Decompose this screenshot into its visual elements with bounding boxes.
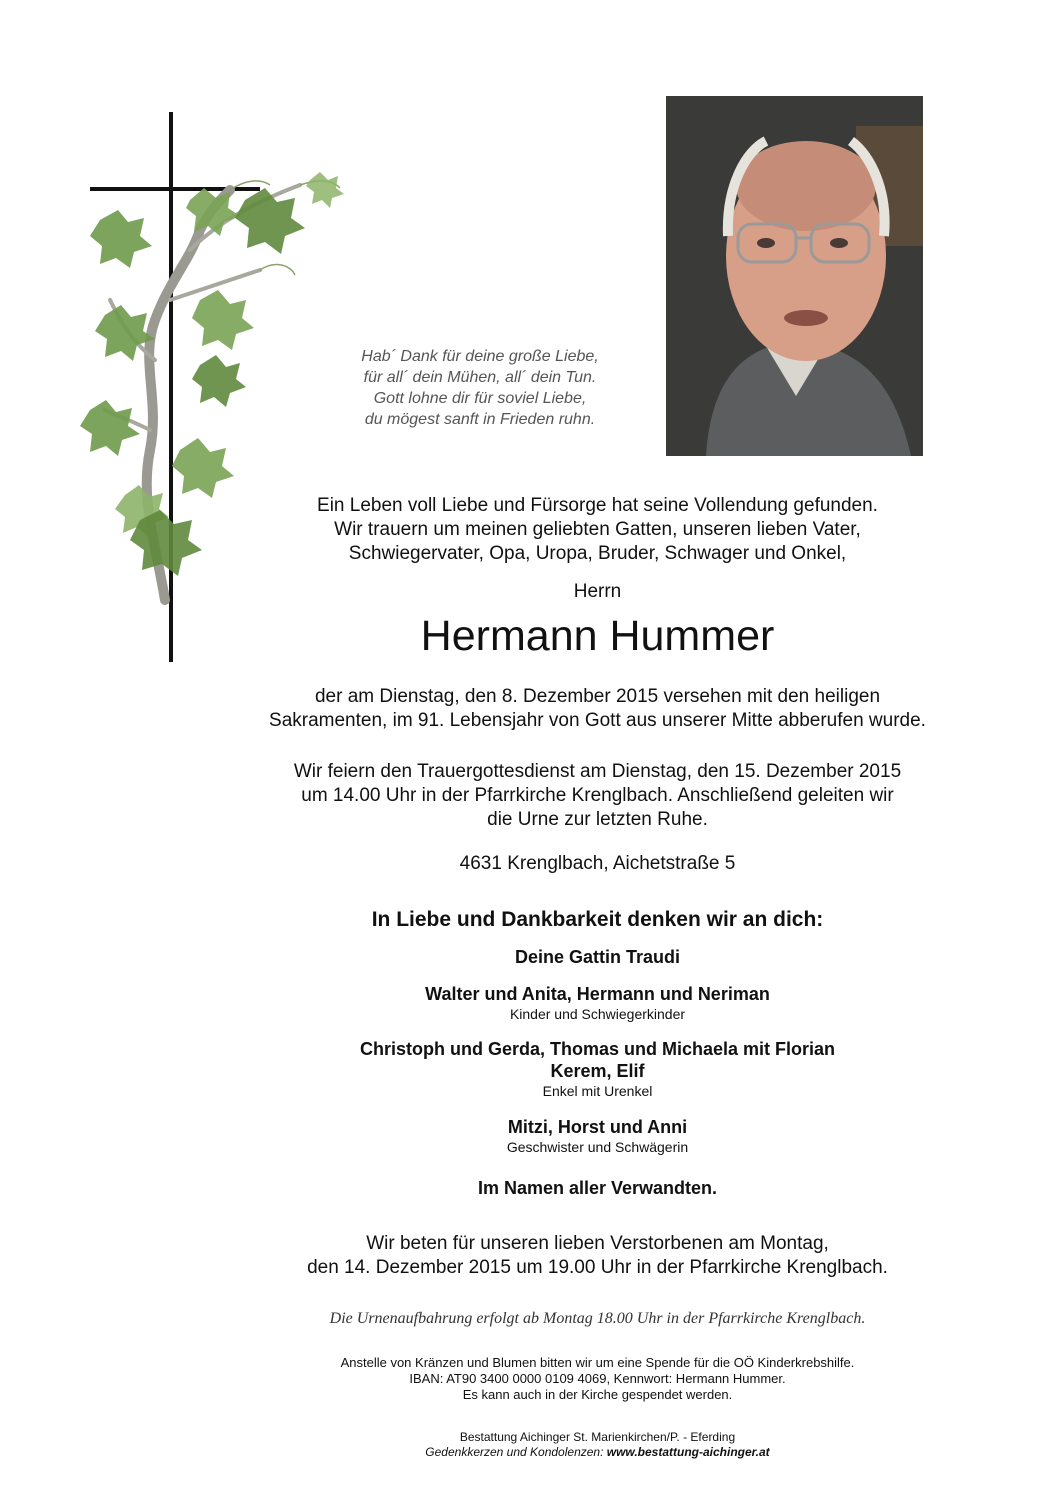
on-behalf-of-relatives: Im Namen aller Verwandten.: [477, 1178, 718, 1198]
donation-line: Es kann auch in der Kirche gespendet werden.: [462, 1387, 733, 1402]
family-relation: Kinder und Schwiegerkinder: [509, 1006, 686, 1022]
family-group-siblings: [200, 1116, 995, 1156]
portrait-illustration: [666, 96, 923, 456]
family-names: Kerem, Elif: [550, 1061, 645, 1081]
verse-line: du mögest sanft in Frieden ruhn.: [364, 411, 596, 428]
address: 4631 Krenglbach, Aichetstraße 5: [459, 853, 736, 874]
portrait-photo: [666, 96, 923, 456]
family-names: Walter und Anita, Hermann und Neriman: [425, 984, 770, 1004]
death-line: der am Dienstag, den 8. Dezember 2015 versehen mit den heiligen: [314, 686, 881, 707]
condolence-line: [200, 1445, 995, 1460]
deceased-name: Hermann Hummer: [420, 612, 775, 660]
family-names: Deine Gattin Traudi: [514, 947, 681, 967]
condolence-label: Gedenkkerzen und Kondolenzen:: [425, 1445, 607, 1459]
salutation: Herrn: [573, 581, 622, 602]
donation-notice: [200, 1355, 995, 1403]
intro-line: Ein Leben voll Liebe und Fürsorge hat seine Vollendung gefunden.: [317, 495, 878, 516]
rosary-paragraph: [200, 1232, 995, 1280]
rosary-line: den 14. Dezember 2015 um 19.00 Uhr in der Pfarrkirche Krenglbach.: [307, 1257, 888, 1278]
family-group-spouse: [200, 946, 995, 968]
undertaker-footer: [200, 1430, 995, 1460]
service-line: Wir feiern den Trauergottesdienst am Dienstag, den 15. Dezember 2015: [293, 761, 902, 782]
donation-line: IBAN: AT90 3400 0000 0109 4069, Kennwort: Hermann Hummer.: [409, 1371, 786, 1386]
family-names: Christoph und Gerda, Thomas und Michaela mit Florian: [359, 1039, 836, 1059]
death-line: Sakramenten, im 91. Lebensjahr von Gott aus unserer Mitte abberufen wurde.: [269, 710, 926, 731]
undertaker-name: Bestattung Aichinger St. Marienkirchen/P. - Eferding: [459, 1430, 736, 1444]
service-line: um 14.00 Uhr in der Pfarrkirche Krenglbach. Anschließend geleiten wir: [301, 785, 894, 806]
family-group-children: [200, 983, 995, 1023]
verse-line: für all´ dein Mühen, all´ dein Tun.: [363, 369, 597, 386]
service-line: die Urne zur letzten Ruhe.: [487, 809, 708, 830]
service-paragraph: [200, 760, 995, 832]
family-relation: Geschwister und Schwägerin: [506, 1139, 689, 1155]
death-paragraph: [200, 685, 995, 733]
memorial-verse: [300, 346, 660, 430]
rosary-line: Wir beten für unseren lieben Verstorbenen am Montag,: [366, 1233, 829, 1254]
urn-notice: Die Urnenaufbahrung erfolgt ab Montag 18.00 Uhr in der Pfarrkirche Krenglbach.: [329, 1310, 866, 1327]
intro-line: Wir trauern um meinen geliebten Gatten, unseren lieben Vater,: [334, 519, 861, 540]
intro-paragraph: [200, 494, 995, 566]
cross-vertical-beam: [169, 112, 173, 662]
intro-line: Schwiegervater, Opa, Uropa, Bruder, Schwager und Onkel,: [348, 543, 847, 564]
family-names: Mitzi, Horst und Anni: [507, 1117, 688, 1137]
remembrance-heading: In Liebe und Dankbarkeit denken wir an dich:: [371, 908, 824, 931]
verse-line: Hab´ Dank für deine große Liebe,: [361, 348, 599, 365]
verse-line: Gott lohne dir für soviel Liebe,: [373, 390, 587, 407]
donation-line: Anstelle von Kränzen und Blumen bitten wir um eine Spende für die OÖ Kinderkrebshilfe.: [340, 1355, 855, 1370]
condolence-url[interactable]: www.bestattung-aichinger.at: [606, 1445, 770, 1459]
family-group-grandchildren: [200, 1038, 995, 1100]
family-relation: Enkel mit Urenkel: [542, 1083, 653, 1099]
